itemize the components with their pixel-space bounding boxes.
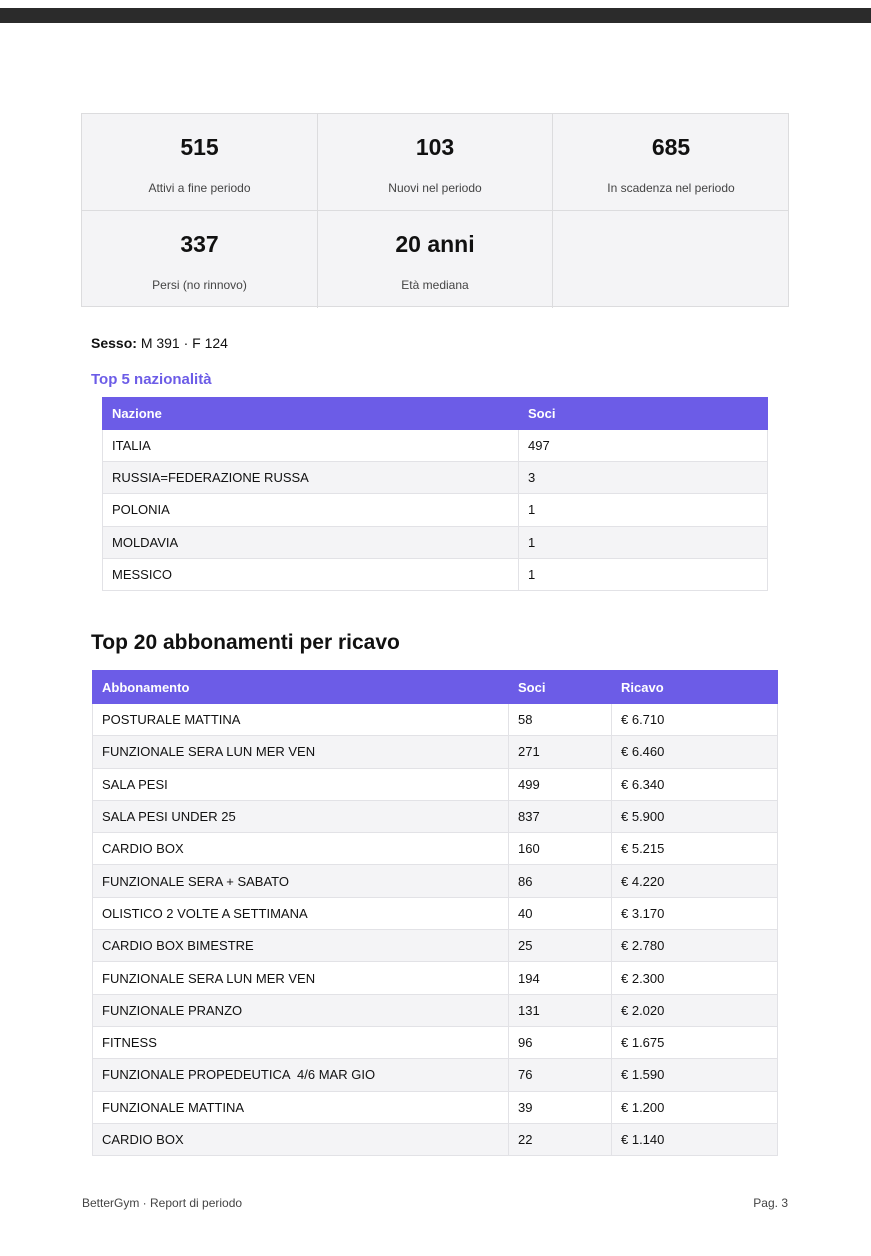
kpi-value: 103 bbox=[415, 134, 455, 160]
kpi-grid bbox=[81, 113, 789, 307]
kpi-value: 20 anni bbox=[395, 231, 475, 257]
table-header-row bbox=[103, 398, 768, 430]
table-row bbox=[103, 558, 768, 590]
subscription-cell: FUNZIONALE SERA LUN MER VEN bbox=[93, 736, 509, 768]
members-cell: 58 bbox=[509, 704, 612, 736]
table-row bbox=[93, 1091, 778, 1123]
gender-summary bbox=[91, 335, 228, 351]
table-row bbox=[93, 800, 778, 832]
revenue-cell: € 2.780 bbox=[612, 930, 778, 962]
members-cell: 271 bbox=[509, 736, 612, 768]
revenue-cell: € 1.590 bbox=[612, 1059, 778, 1091]
table-row bbox=[103, 526, 768, 558]
nation-cell: ITALIA bbox=[103, 430, 519, 462]
members-cell: 131 bbox=[509, 994, 612, 1026]
subscription-cell: FUNZIONALE PRANZO bbox=[93, 994, 509, 1026]
members-cell: 86 bbox=[509, 865, 612, 897]
members-cell: 160 bbox=[509, 833, 612, 865]
gender-label: Sesso: bbox=[91, 335, 137, 351]
members-cell: 76 bbox=[509, 1059, 612, 1091]
subscription-cell: FUNZIONALE PROPEDEUTICA 4/6 MAR GIO bbox=[93, 1059, 509, 1091]
kpi-label: Attivi a fine periodo bbox=[148, 181, 251, 195]
revenue-cell: € 6.460 bbox=[612, 736, 778, 768]
table-row bbox=[93, 768, 778, 800]
kpi-value: 337 bbox=[180, 231, 219, 257]
table-header-row bbox=[93, 671, 778, 704]
kpi-label: In scadenza nel periodo bbox=[607, 181, 735, 195]
revenue-cell: € 4.220 bbox=[612, 865, 778, 897]
column-header: Soci bbox=[519, 398, 768, 430]
subscription-cell: FUNZIONALE SERA + SABATO bbox=[93, 865, 509, 897]
table-row bbox=[93, 865, 778, 897]
members-cell: 1 bbox=[519, 526, 768, 558]
column-header: Ricavo bbox=[612, 671, 778, 704]
nation-cell: RUSSIA=FEDERAZIONE RUSSA bbox=[103, 462, 519, 494]
members-cell: 1 bbox=[519, 558, 768, 590]
revenue-cell: € 1.200 bbox=[612, 1091, 778, 1123]
table-row bbox=[93, 736, 778, 768]
table-row bbox=[103, 494, 768, 526]
subscription-cell: SALA PESI bbox=[93, 768, 509, 800]
column-header: Nazione bbox=[103, 398, 519, 430]
revenue-cell: € 5.900 bbox=[612, 800, 778, 832]
members-cell: 194 bbox=[509, 962, 612, 994]
table-row bbox=[103, 430, 768, 462]
members-cell: 96 bbox=[509, 1026, 612, 1058]
table-row bbox=[93, 1123, 778, 1155]
table-row bbox=[93, 962, 778, 994]
nationalities-title: Top 5 nazionalità bbox=[91, 371, 212, 388]
table-row bbox=[93, 1059, 778, 1091]
gender-value: M 391 · F 124 bbox=[140, 335, 228, 351]
revenue-cell: € 1.675 bbox=[612, 1026, 778, 1058]
subscription-cell: SALA PESI UNDER 25 bbox=[93, 800, 509, 832]
kpi-card-lost bbox=[82, 211, 318, 308]
nation-cell: MOLDAVIA bbox=[103, 526, 519, 558]
subscription-cell: FITNESS bbox=[93, 1026, 509, 1058]
subscription-cell: FUNZIONALE MATTINA bbox=[93, 1091, 509, 1123]
footer-page-number: Pag. 3 bbox=[753, 1196, 788, 1210]
table-row bbox=[93, 897, 778, 929]
kpi-card-empty bbox=[553, 211, 789, 308]
footer-report-label: BetterGym · Report di periodo bbox=[82, 1196, 243, 1210]
revenue-cell: € 2.020 bbox=[612, 994, 778, 1026]
subscription-cell: POSTURALE MATTINA bbox=[93, 704, 509, 736]
kpi-label: Età mediana bbox=[401, 278, 469, 292]
subscription-cell: CARDIO BOX BIMESTRE bbox=[93, 930, 509, 962]
kpi-card-new bbox=[318, 114, 553, 211]
nationalities-table bbox=[102, 397, 768, 591]
nation-cell: POLONIA bbox=[103, 494, 519, 526]
column-header: Soci bbox=[509, 671, 612, 704]
members-cell: 837 bbox=[509, 800, 612, 832]
members-cell: 497 bbox=[519, 430, 768, 462]
kpi-value: 685 bbox=[651, 134, 691, 160]
members-cell: 22 bbox=[509, 1123, 612, 1155]
revenue-cell: € 2.300 bbox=[612, 962, 778, 994]
members-cell: 40 bbox=[509, 897, 612, 929]
members-cell: 1 bbox=[519, 494, 768, 526]
members-cell: 39 bbox=[509, 1091, 612, 1123]
revenue-cell: € 5.215 bbox=[612, 833, 778, 865]
table-row bbox=[93, 1026, 778, 1058]
members-cell: 25 bbox=[509, 930, 612, 962]
subscription-cell: CARDIO BOX bbox=[93, 833, 509, 865]
subscription-cell: CARDIO BOX bbox=[93, 1123, 509, 1155]
table-row bbox=[93, 704, 778, 736]
kpi-label: Nuovi nel periodo bbox=[388, 181, 482, 195]
members-cell: 3 bbox=[519, 462, 768, 494]
table-row bbox=[103, 462, 768, 494]
table-row bbox=[93, 833, 778, 865]
kpi-card-median-age bbox=[318, 211, 553, 308]
subscription-cell: OLISTICO 2 VOLTE A SETTIMANA bbox=[93, 897, 509, 929]
table-row bbox=[93, 930, 778, 962]
revenue-cell: € 3.170 bbox=[612, 897, 778, 929]
subscriptions-table bbox=[92, 670, 778, 1156]
kpi-value: 515 bbox=[180, 134, 219, 160]
members-cell: 499 bbox=[509, 768, 612, 800]
top-header-bar bbox=[0, 8, 871, 23]
kpi-card-expiring bbox=[553, 114, 789, 211]
nation-cell: MESSICO bbox=[103, 558, 519, 590]
revenue-cell: € 1.140 bbox=[612, 1123, 778, 1155]
column-header: Abbonamento bbox=[93, 671, 509, 704]
revenue-cell: € 6.340 bbox=[612, 768, 778, 800]
kpi-label: Persi (no rinnovo) bbox=[152, 278, 247, 292]
kpi-card-active bbox=[82, 114, 318, 211]
table-row bbox=[93, 994, 778, 1026]
subscription-cell: FUNZIONALE SERA LUN MER VEN bbox=[93, 962, 509, 994]
revenue-cell: € 6.710 bbox=[612, 704, 778, 736]
subscriptions-title: Top 20 abbonamenti per ricavo bbox=[91, 631, 400, 654]
